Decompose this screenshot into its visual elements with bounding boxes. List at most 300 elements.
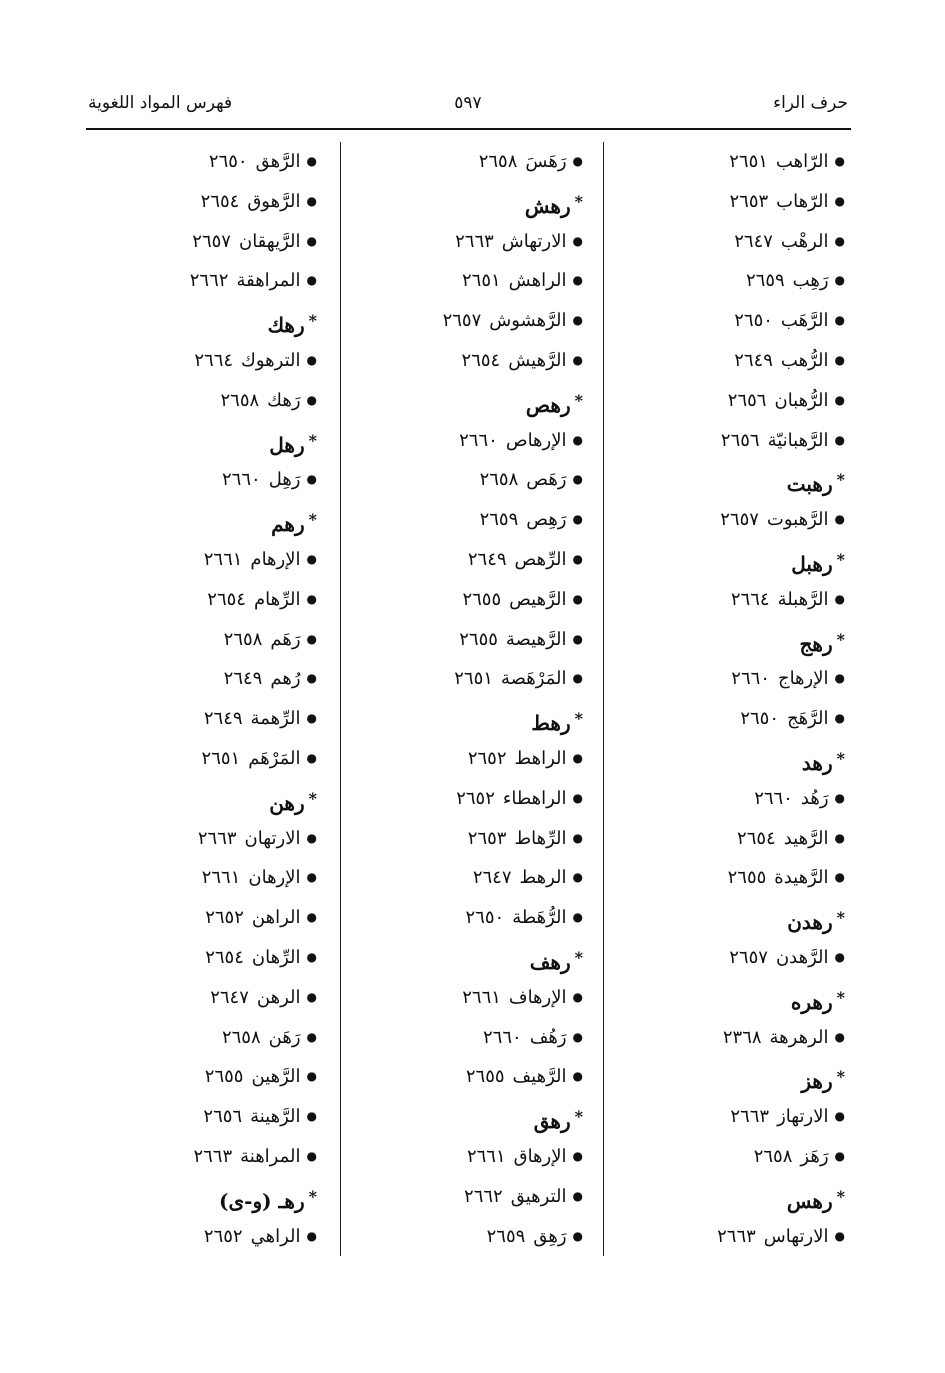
entry-word: الارتهان [244, 827, 301, 849]
root-heading [615, 1057, 845, 1097]
entry-number: ٢٦٦٠ [483, 1026, 522, 1048]
bullet-icon: ● [834, 352, 845, 367]
entry-word: الرَّهيد [783, 827, 829, 849]
entry-word: الرِّهام [253, 588, 301, 610]
root-heading [355, 1097, 583, 1137]
bullet-icon: ● [834, 1148, 845, 1163]
index-entry [615, 261, 845, 301]
index-entry [89, 659, 317, 699]
index-entry [355, 739, 583, 779]
asterisk-marker: * [574, 191, 583, 211]
bullet-icon: ● [834, 432, 845, 447]
entry-word: الرَّهيش [508, 349, 567, 371]
index-column-right [615, 142, 845, 1256]
entry-word: الرِّهاط [514, 827, 567, 849]
bullet-icon: ● [306, 830, 317, 845]
bullet-icon: ● [834, 193, 845, 208]
root-word: رهد [801, 750, 833, 775]
entry-number: ٢٦٤٧ [734, 230, 773, 252]
entry-number: ٢٦٥٢ [467, 747, 507, 769]
bullet-icon: ● [834, 233, 845, 248]
column-divider-right [603, 142, 604, 1256]
index-entry [355, 858, 583, 898]
asterisk-marker: * [836, 748, 845, 768]
entry-word: رَهَز [800, 1145, 829, 1167]
root-word: رهش [524, 193, 571, 218]
bullet-icon: ● [306, 591, 317, 606]
entry-number: ٢٦٤٧ [210, 986, 249, 1008]
entry-number: ٢٦٥٨ [221, 1026, 261, 1048]
index-entry [89, 341, 317, 381]
index-entry [615, 858, 845, 898]
entry-number: ٢٦٥٥ [465, 1066, 505, 1088]
bullet-icon: ● [572, 989, 583, 1004]
root-heading [615, 739, 845, 779]
entry-number: ٢٦٥٦ [727, 389, 767, 411]
index-entry [355, 222, 583, 262]
root-heading [355, 699, 583, 739]
index-entry [355, 1057, 583, 1097]
entry-number: ٢٦٦٠ [731, 668, 770, 690]
entry-number: ٢٦٦١ [466, 1145, 506, 1167]
index-entry [615, 1137, 845, 1177]
entry-word: الترهوك [241, 349, 301, 371]
bullet-icon: ● [306, 1109, 317, 1124]
index-entry [355, 978, 583, 1018]
index-entry [89, 1217, 317, 1257]
bullet-icon: ● [306, 193, 317, 208]
entry-word: رَهِب [792, 270, 829, 292]
entry-word: رَهُف [529, 1026, 567, 1048]
page-number: ٥٩٧ [454, 93, 482, 113]
bullet-icon: ● [306, 1069, 317, 1084]
entry-word: الرهن [256, 986, 301, 1008]
entry-word: الراهط [514, 747, 567, 769]
bullet-icon: ● [306, 233, 317, 248]
asterisk-marker: * [308, 510, 317, 530]
asterisk-marker: * [836, 629, 845, 649]
asterisk-marker: * [574, 947, 583, 967]
bullet-icon: ● [834, 512, 845, 527]
index-entry [355, 261, 583, 301]
entry-number: ٢٦٥٧ [442, 310, 482, 332]
bullet-icon: ● [306, 154, 317, 168]
entry-number: ٢٦٦١ [203, 548, 243, 570]
entry-number: ٢٦٦٤ [194, 349, 234, 371]
bullet-icon: ● [572, 233, 583, 248]
entry-word: الرَّهَب [780, 310, 829, 332]
entry-word: الراهن [251, 907, 301, 929]
entry-word: المَرْهَم [248, 747, 301, 769]
entry-number: ٢٦٦٠ [222, 469, 261, 491]
entry-word: الرَّهبانيّة [767, 429, 829, 451]
entry-number: ٢٦٦٢ [464, 1185, 503, 1207]
index-entry [355, 1018, 583, 1058]
entry-number: ٢٦٥٨ [479, 469, 519, 491]
index-entry [615, 1217, 845, 1257]
entry-number: ٢٦٥٠ [465, 907, 505, 929]
bullet-icon: ● [306, 1029, 317, 1044]
entry-number: ٢٦٤٩ [203, 708, 243, 730]
bullet-icon: ● [572, 273, 583, 288]
index-entry [355, 1137, 583, 1177]
entry-number: ٢٦٥١ [201, 747, 241, 769]
asterisk-marker: * [836, 1186, 845, 1206]
bullet-icon: ● [306, 870, 317, 885]
entry-number: ٢٦٦٤ [730, 588, 770, 610]
index-entry [355, 421, 583, 461]
entry-word: الرَّهبوت [766, 509, 829, 531]
entry-number: ٢٦٦٣ [197, 827, 237, 849]
entry-number: ٢٦٤٩ [467, 548, 507, 570]
index-entry [89, 1097, 317, 1137]
entry-number: ٢٦٥٨ [220, 389, 260, 411]
bullet-icon: ● [572, 1188, 583, 1203]
entry-word: الرُّهبان [774, 389, 829, 411]
entry-number: ٢٦٥٥ [459, 628, 498, 650]
root-heading [615, 620, 845, 660]
entry-word: الرّاهب [775, 151, 829, 172]
bullet-icon: ● [572, 313, 583, 328]
bullet-icon: ● [834, 313, 845, 328]
entry-number: ٢٦٥٣ [467, 827, 507, 849]
entry-number: ٢٦٤٩ [734, 349, 773, 371]
header-rule [86, 128, 851, 130]
entry-word: الرَّهيف [512, 1066, 567, 1088]
bullet-icon: ● [572, 154, 583, 168]
index-entry [615, 779, 845, 819]
entry-word: الارتهاس [763, 1225, 829, 1247]
entry-word: رَهَم [270, 628, 301, 650]
asterisk-marker: * [574, 390, 583, 410]
bullet-icon: ● [572, 512, 583, 527]
entry-number: ٢٦٥١ [454, 668, 493, 690]
bullet-icon: ● [572, 591, 583, 606]
bullet-icon: ● [306, 631, 317, 646]
entry-word: الرِّهص [514, 548, 567, 570]
index-entry [355, 659, 583, 699]
index-entry [89, 182, 317, 222]
bullet-icon: ● [306, 1228, 317, 1243]
entry-word: المراهقة [236, 270, 301, 292]
index-entry [89, 580, 317, 620]
bullet-icon: ● [306, 671, 317, 686]
asterisk-marker: * [836, 1067, 845, 1087]
root-word: رهل [269, 432, 305, 457]
bullet-icon: ● [572, 551, 583, 566]
entry-word: الرَّهبلة [777, 588, 829, 610]
entry-word: الراهش [508, 270, 567, 292]
asterisk-marker: * [836, 549, 845, 569]
root-word: رهـ (و-ى) [219, 1188, 305, 1213]
entry-word: الرُّهب [780, 349, 829, 371]
index-entry [89, 261, 317, 301]
bullet-icon: ● [306, 392, 317, 407]
bullet-icon: ● [834, 591, 845, 606]
index-entry [89, 938, 317, 978]
entry-word: الترهيق [510, 1185, 567, 1207]
bullet-icon: ● [572, 432, 583, 447]
entry-number: ٢٦٥٢ [456, 787, 495, 809]
entry-number: ٢٦٦١ [201, 867, 241, 889]
index-entry [89, 858, 317, 898]
entry-word: رَهِص [526, 509, 567, 531]
entry-number: ٢٦٥٧ [192, 230, 231, 252]
bullet-icon: ● [306, 472, 317, 487]
asterisk-marker: * [308, 788, 317, 808]
bullet-icon: ● [834, 870, 845, 885]
index-column-left [89, 142, 317, 1256]
index-entry [615, 301, 845, 341]
entry-number: ٢٦٥٩ [479, 509, 519, 531]
index-entry [355, 898, 583, 938]
root-heading [89, 1177, 317, 1217]
entry-word: الارتهاش [501, 230, 567, 252]
bullet-icon: ● [834, 1109, 845, 1124]
index-entry [89, 978, 317, 1018]
bullet-icon: ● [572, 910, 583, 925]
entry-word: رَهَص [526, 469, 567, 491]
bullet-icon: ● [306, 352, 317, 367]
entry-number: ٢٦٥٧ [720, 509, 759, 531]
entry-word: رَهِل [268, 469, 301, 491]
entry-word: الارتهاز [777, 1106, 829, 1128]
bullet-icon: ● [306, 1148, 317, 1163]
index-entry [355, 301, 583, 341]
index-entry [615, 1018, 845, 1058]
root-word: رهره [790, 989, 833, 1014]
entry-number: ٢٦٦٢ [189, 270, 229, 292]
entry-number: ٢٦٥١ [729, 151, 768, 172]
entry-word: الرَّهَج [786, 708, 829, 730]
index-entry [615, 182, 845, 222]
entry-number: ٢٦٥٦ [720, 429, 760, 451]
index-entry [615, 222, 845, 262]
entry-number: ٢٦٦٠ [754, 787, 793, 809]
entry-word: رُهم [270, 668, 301, 690]
entry-word: الرهط [519, 867, 567, 889]
entry-number: ٢٦٥٢ [203, 1225, 243, 1247]
root-word: رهق [533, 1109, 571, 1134]
index-entry [89, 460, 317, 500]
root-heading [89, 421, 317, 461]
index-entry [355, 1217, 583, 1257]
root-heading [615, 898, 845, 938]
entry-word: الإرهاج [777, 668, 829, 690]
index-entry [89, 1018, 317, 1058]
index-entry [355, 500, 583, 540]
index-entry [615, 1097, 845, 1137]
entry-number: ٢٦٦٣ [455, 230, 494, 252]
entry-word: الرَّهدن [775, 946, 829, 968]
entry-word: الرَّهيدة [774, 867, 829, 889]
index-entry [615, 699, 845, 739]
entry-word: رَهُد [800, 787, 829, 809]
index-entry [89, 739, 317, 779]
index-title: فهرس المواد اللغوية [88, 93, 233, 113]
bullet-icon: ● [834, 392, 845, 407]
entry-number: ٢٦٥٥ [462, 588, 502, 610]
asterisk-marker: * [836, 908, 845, 928]
index-entry [89, 381, 317, 421]
index-entry [89, 699, 317, 739]
bullet-icon: ● [572, 472, 583, 487]
entry-number: ٢٦٥٤ [207, 588, 246, 610]
entry-word: الرِّهمة [250, 708, 301, 730]
asterisk-marker: * [574, 709, 583, 729]
bullet-icon: ● [572, 1148, 583, 1163]
asterisk-marker: * [308, 430, 317, 450]
entry-word: رَهِق [533, 1225, 567, 1247]
index-entry [89, 819, 317, 859]
root-heading [89, 779, 317, 819]
entry-word: الرَّهيص [509, 588, 567, 610]
entry-number: ٢٦٥٦ [203, 1106, 243, 1128]
entry-word: رَهَسَ [525, 151, 567, 172]
entry-number: ٢٦٦١ [462, 986, 501, 1008]
index-entry [355, 819, 583, 859]
index-entry [615, 381, 845, 421]
page-header [88, 88, 848, 122]
root-heading [615, 540, 845, 580]
entry-word: الرَّيهقان [238, 230, 301, 252]
entry-word: المَرْهَصة [500, 668, 567, 690]
bullet-icon: ● [572, 352, 583, 367]
bullet-icon: ● [572, 631, 583, 646]
entry-number: ٢٦٥٤ [200, 190, 240, 212]
entry-number: ٢٦٦٠ [459, 429, 498, 451]
bullet-icon: ● [834, 273, 845, 288]
entry-number: ٢٦٥٨ [223, 628, 263, 650]
entry-number: ٢٦٥٠ [740, 708, 779, 730]
entry-word: الرهرهة [769, 1026, 829, 1048]
root-word: رهف [529, 949, 571, 974]
entry-word: الإرهام [250, 548, 301, 570]
root-word: رهبل [791, 551, 833, 576]
bullet-icon: ● [572, 830, 583, 845]
root-heading [615, 978, 845, 1018]
root-word: رهبت [786, 472, 833, 497]
asterisk-marker: * [836, 987, 845, 1007]
index-entry [615, 341, 845, 381]
bullet-icon: ● [572, 1069, 583, 1084]
bullet-icon: ● [572, 1029, 583, 1044]
bullet-icon: ● [306, 949, 317, 964]
index-entry [89, 1137, 317, 1177]
entry-word: رَهَن [268, 1026, 301, 1048]
root-word: رهز [801, 1069, 833, 1094]
entry-number: ٢٦٥٩ [486, 1225, 526, 1247]
entry-word: الإرهان [248, 867, 301, 889]
index-entry [355, 1177, 583, 1217]
bullet-icon: ● [572, 790, 583, 805]
root-heading [89, 500, 317, 540]
bullet-icon: ● [572, 870, 583, 885]
entry-number: ٢٦٦٣ [193, 1145, 233, 1167]
index-entry [89, 142, 317, 182]
entry-word: الرَّهينة [250, 1106, 301, 1128]
asterisk-marker: * [836, 470, 845, 490]
entry-number: ٢٦٥٥ [204, 1066, 244, 1088]
entry-word: الرَّهوق [247, 190, 301, 212]
entry-word: الرَّهيصة [505, 628, 567, 650]
root-word: رهك [267, 313, 305, 338]
bullet-icon: ● [834, 1029, 845, 1044]
index-entry [615, 580, 845, 620]
index-entry [355, 580, 583, 620]
bullet-icon: ● [834, 949, 845, 964]
asterisk-marker: * [308, 1186, 317, 1206]
index-entry [355, 540, 583, 580]
bullet-icon: ● [306, 750, 317, 765]
bullet-icon: ● [572, 750, 583, 765]
index-entry [355, 460, 583, 500]
bullet-icon: ● [834, 711, 845, 726]
entry-number: ٢٦٥١ [461, 270, 501, 292]
entry-number: ٢٦٥٥ [727, 867, 767, 889]
root-word: رهم [271, 512, 305, 537]
entry-word: الرّهاب [776, 190, 829, 212]
index-entry [615, 938, 845, 978]
bullet-icon: ● [572, 671, 583, 686]
bullet-icon: ● [834, 830, 845, 845]
entry-word: الإرهاق [513, 1145, 567, 1167]
index-entry [615, 659, 845, 699]
entry-word: الرُّهَطة [512, 907, 567, 929]
root-word: رهدن [787, 910, 833, 935]
index-entry [89, 1057, 317, 1097]
entry-word: الرَّهين [251, 1066, 301, 1088]
entry-word: المراهنة [240, 1145, 301, 1167]
bullet-icon: ● [572, 1228, 583, 1243]
bullet-icon: ● [306, 273, 317, 288]
asterisk-marker: * [574, 1107, 583, 1127]
entry-word: الرَّهق [255, 151, 301, 172]
index-entry [89, 540, 317, 580]
entry-number: ٢٦٥٣ [729, 190, 769, 212]
index-entry [355, 341, 583, 381]
bullet-icon: ● [834, 790, 845, 805]
entry-word: الإرهاص [505, 429, 567, 451]
entry-word: الرهْب [780, 230, 829, 252]
root-word: رهس [786, 1188, 833, 1213]
entry-number: ٢٦٥٧ [729, 946, 768, 968]
asterisk-marker: * [308, 311, 317, 331]
entry-number: ٢٦٥٤ [205, 946, 244, 968]
entry-number: ٢٦٥٢ [205, 907, 244, 929]
bullet-icon: ● [306, 711, 317, 726]
root-heading [615, 1177, 845, 1217]
entry-number: ٢٦٥٨ [753, 1145, 793, 1167]
root-heading [355, 938, 583, 978]
entry-number: ٢٦٦٣ [717, 1225, 756, 1247]
index-entry [615, 421, 845, 461]
index-entry [615, 819, 845, 859]
root-heading [355, 381, 583, 421]
index-entry [615, 142, 845, 182]
bullet-icon: ● [306, 989, 317, 1004]
root-heading [89, 301, 317, 341]
entry-word: رَهك [267, 389, 301, 411]
entry-number: ٢٦٥٨ [478, 151, 518, 172]
index-entry [615, 500, 845, 540]
entry-number: ٢٦٥٤ [461, 349, 501, 371]
index-entry [355, 142, 583, 182]
index-entry [355, 779, 583, 819]
entry-number: ٢٦٥٩ [745, 270, 785, 292]
root-word: رهج [799, 631, 833, 656]
bullet-icon: ● [306, 551, 317, 566]
